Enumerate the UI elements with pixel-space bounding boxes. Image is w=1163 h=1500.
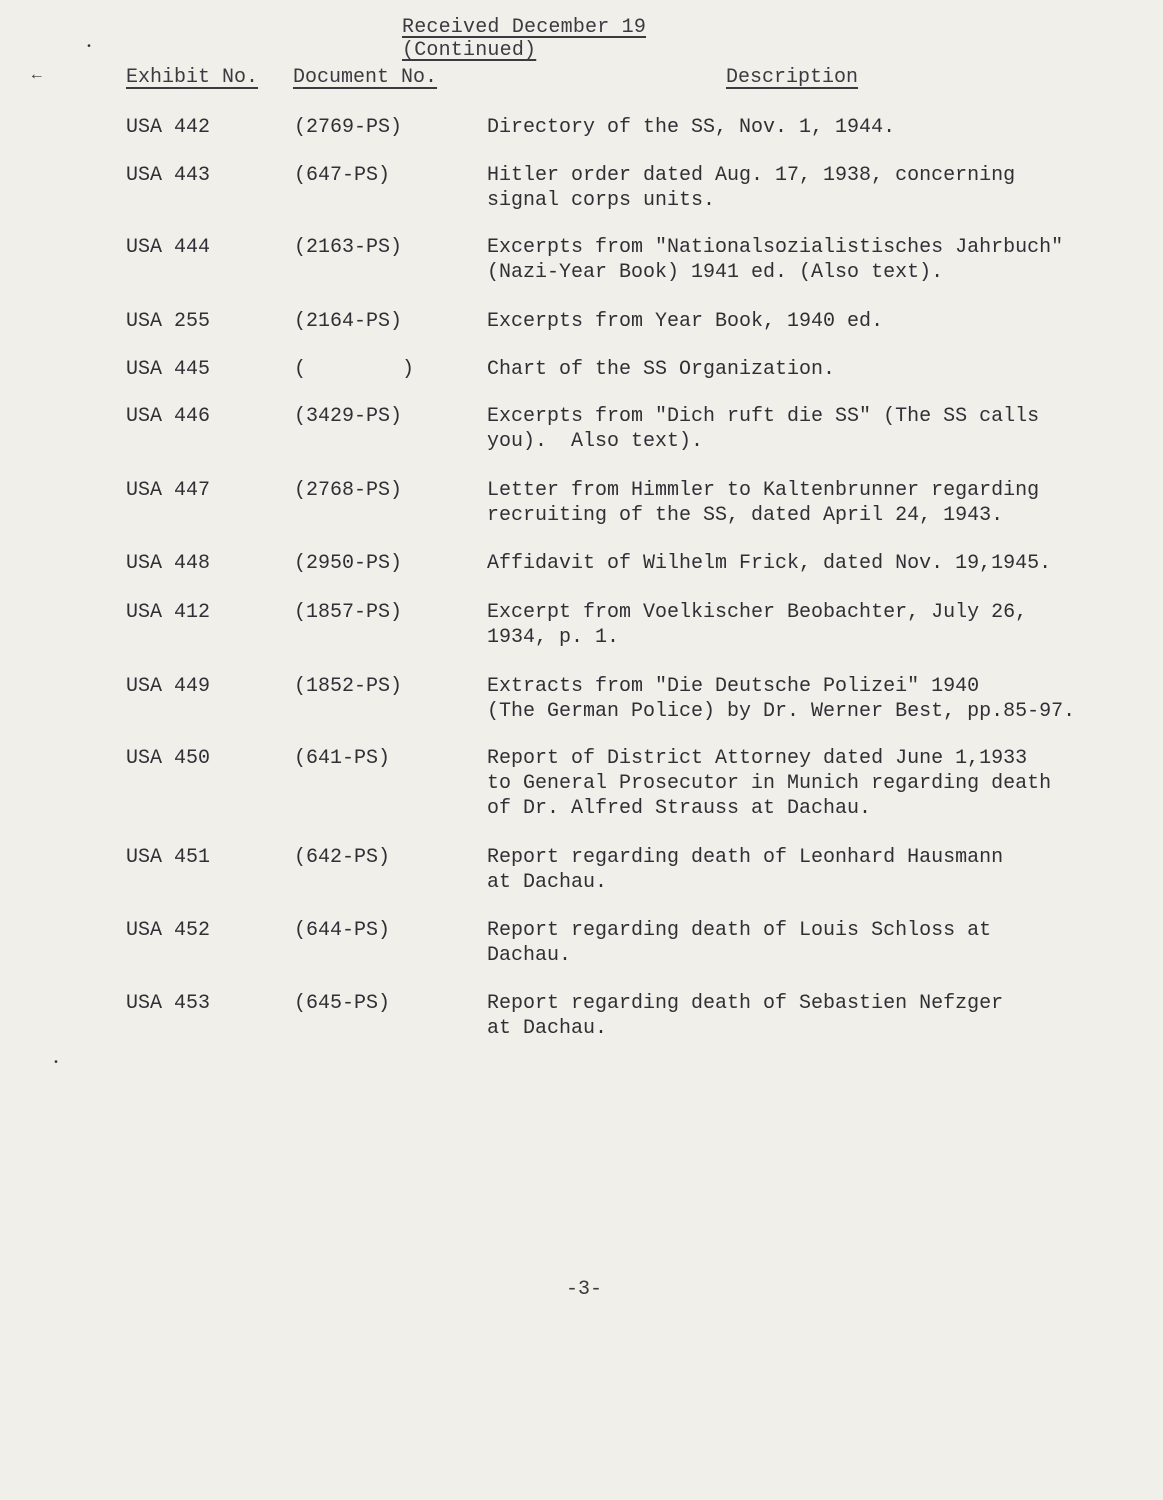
description: Excerpts from "Nationalsozialistisches Jahrbuch" (Nazi-Year Book) 1941 ed. (Also text). [487,236,1064,284]
header-description: Description [726,66,859,89]
exhibit-number: USA 255 [126,310,211,333]
document-number: (2768-PS) [294,479,403,502]
description: Excerpts from "Dich ruft die SS" (The SS calls you). Also text). [487,405,1040,453]
document-number: (1852-PS) [294,675,403,698]
description: Affidavit of Wilhelm Frick, dated Nov. 19,1945. [487,552,1052,575]
exhibit-number: USA 450 [126,747,211,770]
document-number: (2769-PS) [294,116,403,139]
margin-mark-icon: ← [32,66,42,84]
exhibit-number: USA 443 [126,164,211,187]
document-number: (647-PS) [294,164,391,187]
exhibit-number: USA 444 [126,236,211,259]
margin-dot-icon: • [86,42,93,53]
description: Report regarding death of Leonhard Hausmann at Dachau. [487,846,1004,894]
description: Hitler order dated Aug. 17, 1938, concerning signal corps units. [487,164,1016,212]
exhibit-number: USA 412 [126,601,211,624]
description: Letter from Himmler to Kaltenbrunner regarding recruiting of the SS, dated April 24, 1943. [487,479,1040,527]
description: Excerpts from Year Book, 1940 ed. [487,310,884,333]
document-number: (645-PS) [294,992,391,1015]
exhibit-number: USA 442 [126,116,211,139]
document-number: (2164-PS) [294,310,403,333]
description: Chart of the SS Organization. [487,358,836,381]
page-number: -3- [566,1278,603,1301]
document-number: (2950-PS) [294,552,403,575]
description: Extracts from "Die Deutsche Polizei" 1940 (The German Police) by Dr. Werner Best, pp.85-97. [487,675,1076,723]
document-number: (641-PS) [294,747,391,770]
exhibit-number: USA 449 [126,675,211,698]
document-number: (642-PS) [294,846,391,869]
exhibit-number: USA 446 [126,405,211,428]
description: Report of District Attorney dated June 1,1933 to General Prosecutor in Munich regarding death of Dr. Alfred Strauss at Dachau. [487,747,1052,820]
exhibit-number: USA 445 [126,358,211,381]
document-number: (2163-PS) [294,236,403,259]
document-number: (3429-PS) [294,405,403,428]
description: Excerpt from Voelkischer Beobachter, July 26, 1934, p. 1. [487,601,1028,649]
page-title: Received December 19 (Continued) [402,16,647,62]
exhibit-number: USA 451 [126,846,211,869]
exhibit-number: USA 448 [126,552,211,575]
description: Report regarding death of Louis Schloss at Dachau. [487,919,992,967]
description: Report regarding death of Sebastien Nefzger at Dachau. [487,992,1004,1040]
document-number: ( ) [294,358,415,381]
exhibit-number: USA 447 [126,479,211,502]
header-exhibit-no: Exhibit No. [126,66,259,89]
header-document-no: Document No. [293,66,438,89]
exhibit-number: USA 453 [126,992,211,1015]
exhibit-number: USA 452 [126,919,211,942]
document-number: (644-PS) [294,919,391,942]
margin-dot-icon: • [53,1058,60,1069]
description: Directory of the SS, Nov. 1, 1944. [487,116,896,139]
document-number: (1857-PS) [294,601,403,624]
